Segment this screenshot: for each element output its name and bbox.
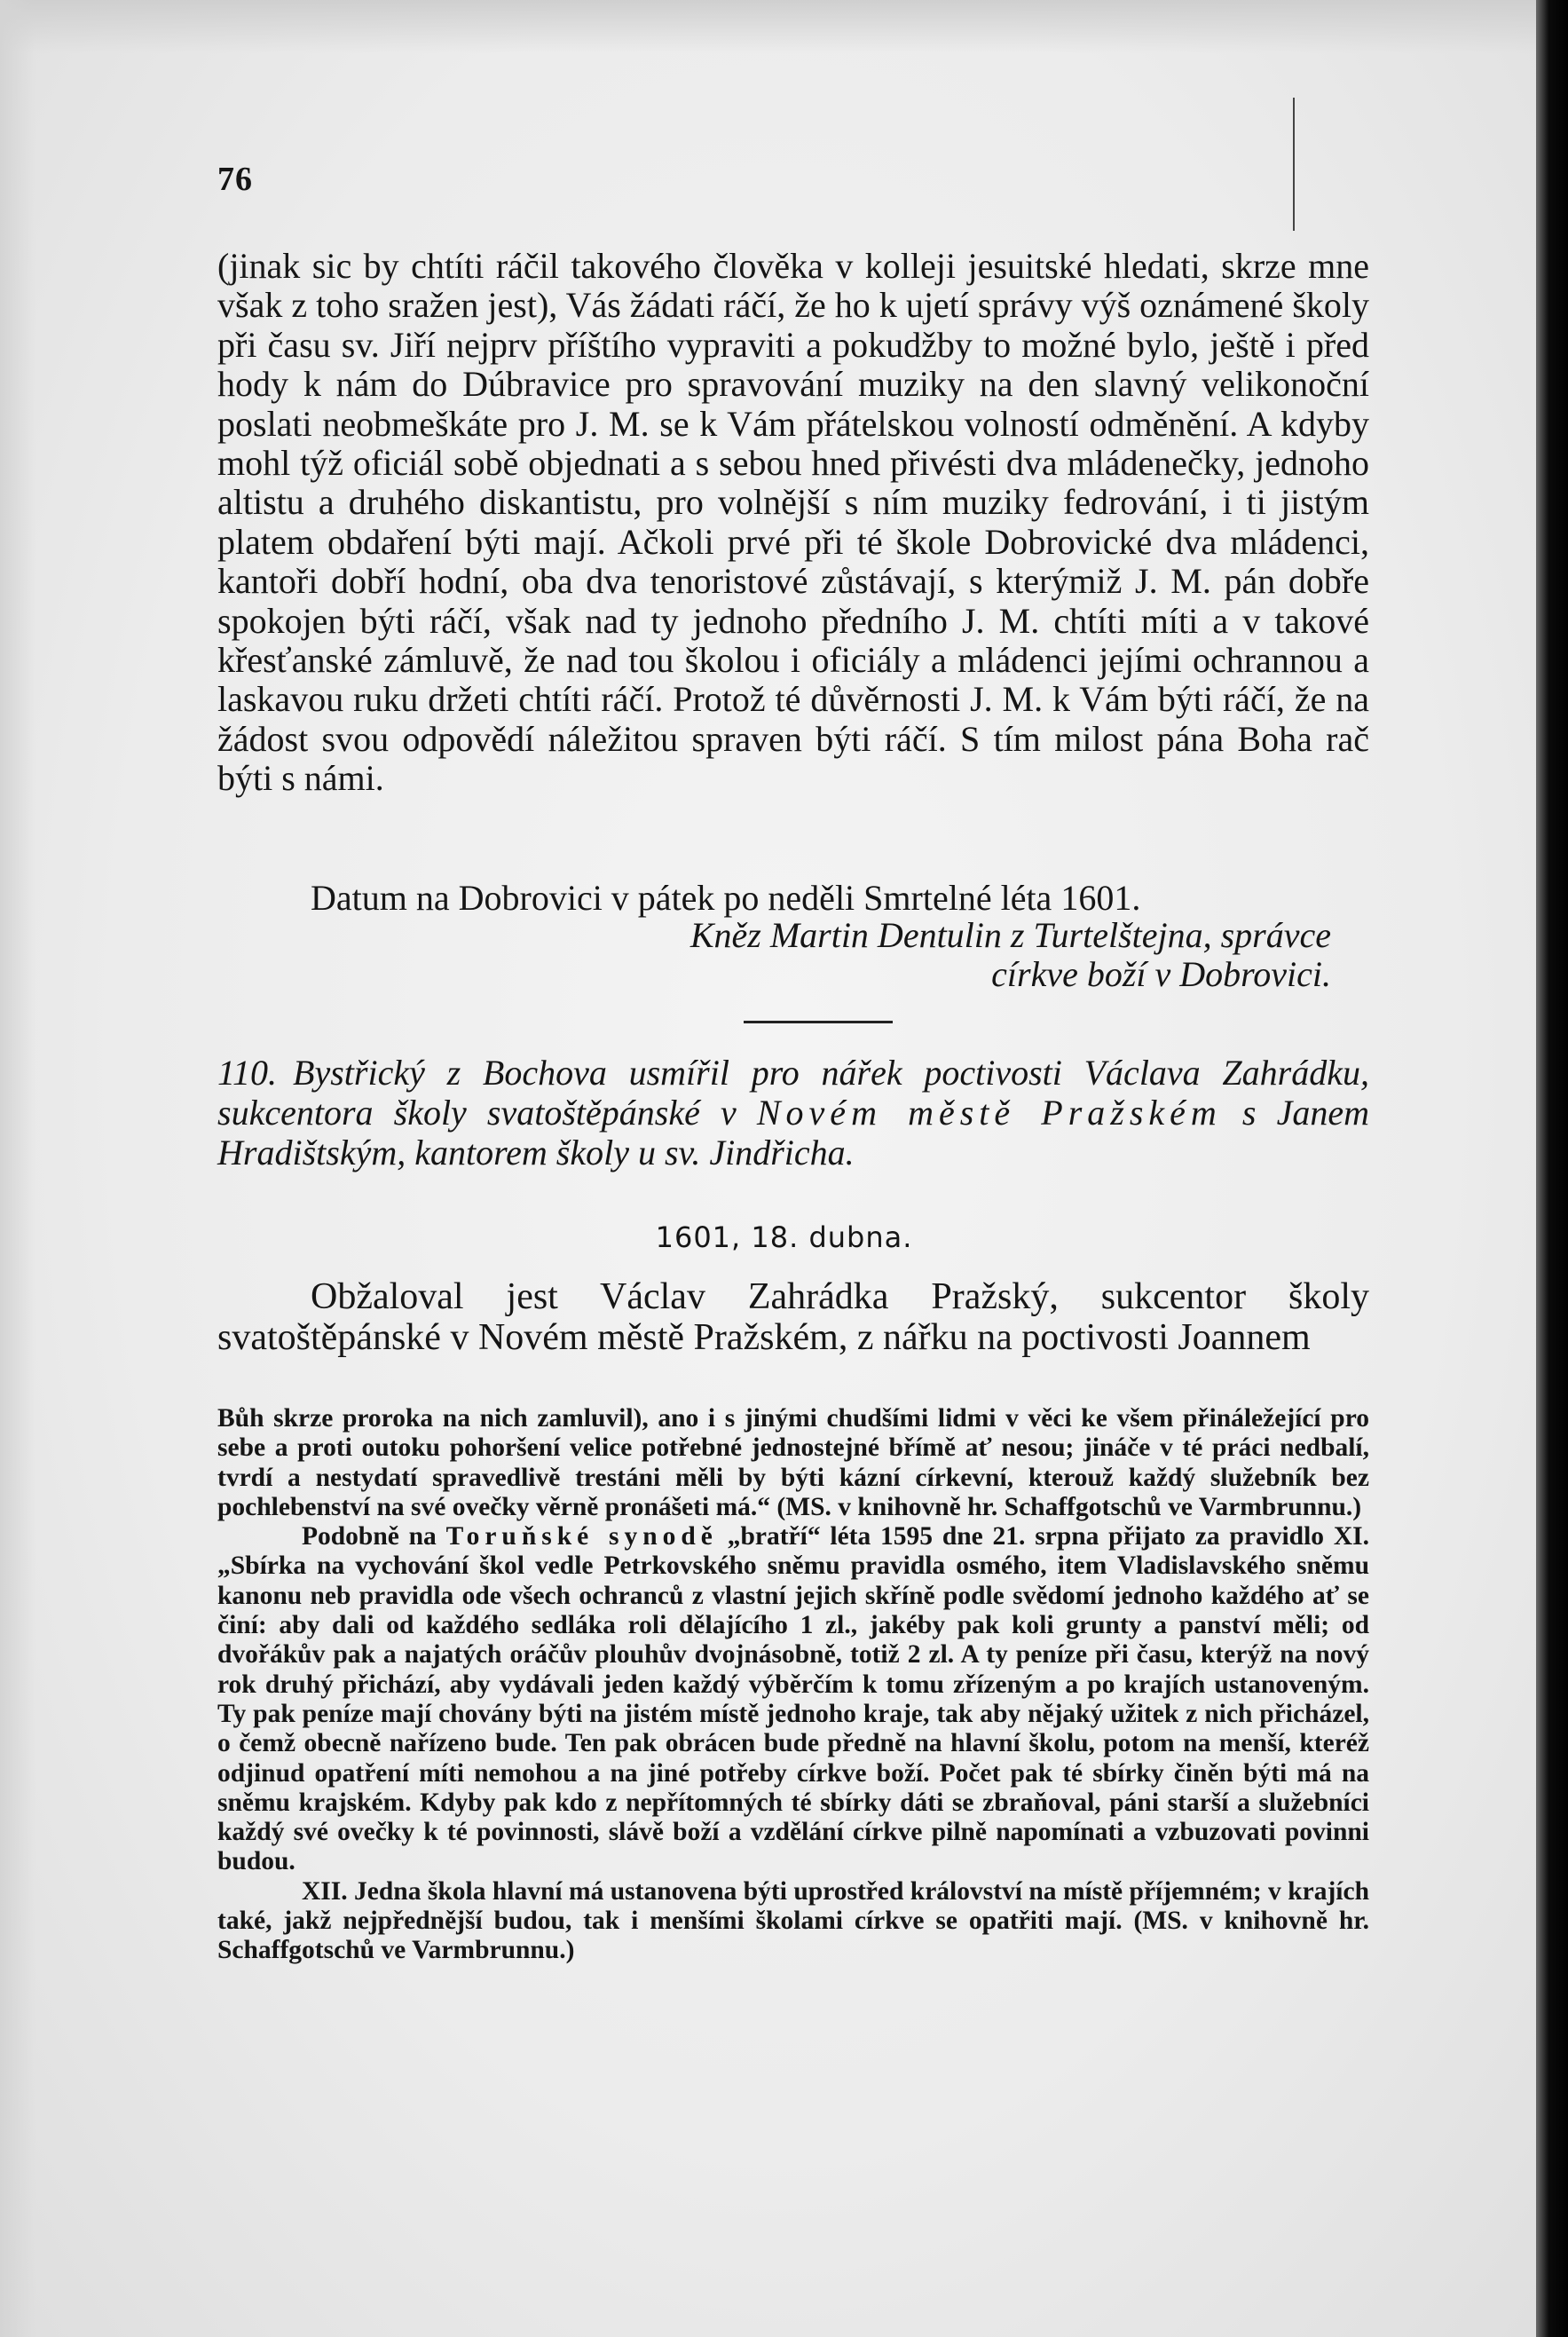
footnote-paragraph-1: Bůh skrze proroka na nich zamluvil), ano i s jinými chudšími lidmi v věci ke všem přináležející pro sebe a proti outoku pohoršení velice potřebné jednostejné břímě ať nesou; jináče v té práci nedbalí, tvrdí a nestydatí spravedlivě trestáni měli by býti kázní církevní, kterouž každý služebník bez pochlebenství na své ovečky věrně pronášeti má.“ (MS. v knihovně hr. Schaffgotschů ve Varmbrunnu.)	[217, 1404, 1369, 1521]
scan-artifact-line	[1293, 98, 1295, 231]
letter-signature	[444, 916, 1331, 994]
scan-top-shadow	[0, 0, 1568, 53]
section-date: 1601, 18. dubna.	[655, 1220, 913, 1254]
signature-line-2: církve boží v Dobrovici.	[991, 954, 1331, 994]
footnotes	[217, 1404, 1369, 1966]
scan-left-shadow	[0, 0, 35, 2337]
section-number: 110.	[217, 1053, 278, 1093]
footnote-paragraph-2	[217, 1522, 1369, 1877]
section-separator	[744, 1021, 893, 1023]
signature-line-1: Kněz Martin Dentulin z Turtelštejna, správce	[689, 915, 1331, 955]
footnote-2-rest: „bratří“ léta 1595 dne 21. srpna přijato za pravidlo XI. „Sbírka na vychování škol vedle Petrkovského sněmu pravidla osmého, item Vladislavského sněmu kanonu neb pravidla ode všech ochranců z vlastní jejich skříně podle svědomí jednoho každého ať se činí: aby dali od každého sedláka roli dělajícího 1 zl., jakéby pak koli grunty a panství měli; od dvořákův pak a najatých oráčův plouhův dvojnásobně, totiž 2 zl. A ty peníze při času, kterýž na nový rok druhý přichází, aby vydávali jeden každý výběrčím k tomu zřízeným a po krajích ustanoveným. Ty pak peníze mají chovány býti na jistém místě jednoho kraje, tak aby nějaký užitek z nich přicházel, o čemž obecně nařízeno bude. Ten pak obrácen bude předně na hlavní školu, potom na menší, kteréž odjinud opatření míti nemohou a na jiné potřeby církve boží. Počet pak té sbírky činěn býti má na sněmu krajském. Kdyby pak kdo z nepřítomných té sbírky dáti se zbraňoval, páni starší a služebníci každý své ovečky k té povinnosti, slávě boží a vzdělání církve pilně napomínati a vzbuzovati povinni budou.	[217, 1522, 1369, 1876]
section-heading	[217, 1053, 1369, 1172]
page-number: 76	[217, 161, 253, 198]
footnote-paragraph-3: XII. Jedna škola hlavní má ustanovena býti uprostřed království na místě příjemném; v krajích také, jakž nejpřednější budou, tak i menšími školami církve se opatřiti mají. (MS. v knihovně hr. Schaffgotschů ve Varmbrunnu.)	[217, 1876, 1369, 1965]
heading-spaced: Novém městě Pražském	[756, 1093, 1222, 1133]
letter-date-line: Datum na Dobrovici v pátek po neděli Smrtelné léta 1601.	[311, 878, 1141, 918]
heading-part-1: Bystřický z Bochova usmířil pro nářek poctivosti Václava Zahrádku, sukcentora školy svatoštěpánské v	[217, 1053, 1369, 1133]
footnote-2-spaced: Toruňské synodě	[445, 1522, 718, 1551]
section-body: Obžaloval jest Václav Zahrádka Pražský, sukcentor školy svatoštěpánské v Novém městě Pražském, z nářku na poctivosti Joannem	[217, 1276, 1369, 1358]
scan-right-edge	[1536, 0, 1568, 2337]
letter-paragraph: (jinak sic by chtíti ráčil takového člověka v kolleji jesuitské hledati, skrze mne však z toho sražen jest), Vás žádati ráčí, že ho k ujetí správy výš oznámené školy při času sv. Jiří nejprv příštího vypraviti a pokudžby to možné bylo, ještě i před hody k nám do Dúbravice pro spravování muziky na den slavný velikonoční poslati neobmeškáte pro J. M. se k Vám přátelskou volností odměnění. A kdyby mohl týž oficiál sobě objednati a s sebou hned přivésti dva mládenečky, jednoho altistu a druhého diskantistu, pro volnější s ním muziky fedrování, i ti jistým platem obdaření býti mají. Ačkoli prvé při té škole Dobrovické dva mládenci, kantoři dobří hodní, oba dva tenoristové zůstávají, s kterýmiž J. M. pán dobře spokojen býti ráčí, však nad ty jednoho předního J. M. chtíti míti a v takové křesťanské zámluvě, že nad tou školou i oficiály a mládenci jejími ochrannou a laskavou ruku držeti chtíti ráčí. Protož té důvěrnosti J. M. k Vám býti ráčí, že na žádost svou odpovědí náležitou spraven býti ráčí. S tím milost pána Boha rač býti s námi.	[217, 246, 1369, 799]
heading-part-2: s Janem Hradištským, kantorem školy u sv. Jindřicha.	[217, 1093, 1369, 1172]
footnote-2-start: Podobně na	[302, 1522, 446, 1551]
letter-text	[217, 247, 1369, 799]
